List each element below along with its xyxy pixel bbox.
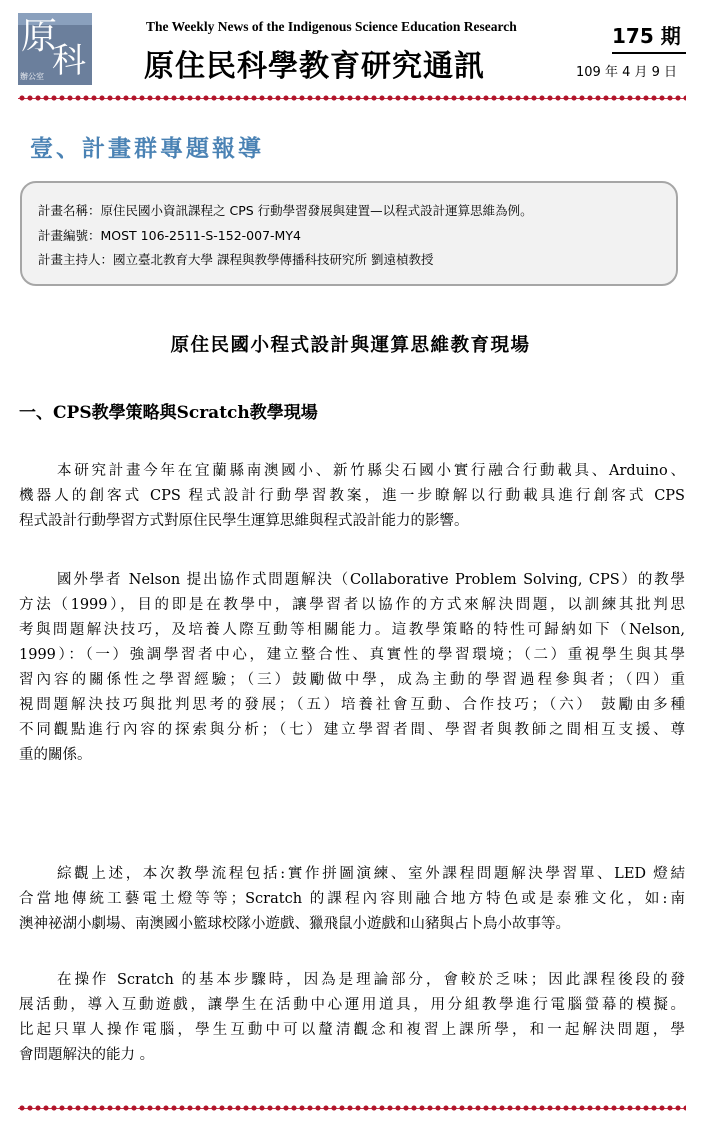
paragraph-4 (19, 968, 685, 1068)
project-info-box (20, 181, 678, 286)
paragraph-line: 在操作 Scratch 的基本步驟時，因為是理論部分，會較於乏味；因此課程後段的發 (57, 972, 685, 988)
logo-office-label: 辦公室 (20, 72, 44, 81)
article-title: 原住民國小程式設計與運算思維教育現場 (170, 335, 531, 356)
issue-number: 175 期 (612, 20, 686, 54)
logo-char-ke: 科 (52, 41, 86, 81)
paragraph-line: 國外學者 Nelson 提出協作式問題解決（Collaborative Problem Solving, CPS）的教學 (57, 572, 685, 588)
decorative-border-bottom (18, 1104, 686, 1112)
paragraph-line: 1999）：（一）強調學習者中心，建立整合性、真實性的學習環境；（二）重視學生與其學 (19, 647, 685, 663)
project-name: 計畫名稱：原住民國小資訊課程之 CPS 行動學習發展與建置—以程式設計運算思維為例。 (38, 203, 533, 218)
paragraph-line: 澳神祕湖小劇場、南澳國小籃球校隊小遊戲、獵飛鼠小遊戲和山豬與占卜鳥小故事等。 (19, 916, 570, 932)
newsletter-logo (18, 13, 92, 85)
paragraph-line: 比起只單人操作電腦，學生互動中可以釐清觀念和複習上課所學，和一起解決問題，學 (19, 1022, 685, 1038)
project-number: 計畫編號：MOST 106-2511-S-152-007-MY4 (38, 228, 301, 243)
english-title: The Weekly News of the Indigenous Science Education Research (146, 19, 517, 34)
issue-date: 109 年 4 月 9 日 (576, 65, 678, 80)
paragraph-2 (19, 568, 685, 768)
paragraph-line: 合當地傳統工藝電土燈等等；Scratch 的課程內容則融合地方特色或是泰雅文化，如:南 (19, 891, 685, 907)
paragraph-1 (19, 459, 685, 534)
project-host: 計畫主持人：國立臺北教育大學 課程與教學傳播科技研究所 劉遠楨教授 (38, 252, 434, 267)
logo-char-yuan: 原 (21, 16, 58, 57)
section-heading: 壹、計畫群專題報導 (30, 135, 264, 162)
decorative-border-top (18, 94, 686, 102)
paragraph-3 (19, 862, 685, 937)
chinese-title: 原住民科學教育研究通訊 (144, 49, 485, 84)
paragraph-line: 視問題解決技巧與批判思考的發展；（五）培養社會互動、合作技巧；（六） 鼓勵由多種 (19, 697, 685, 713)
paragraph-line: 機器人的創客式 CPS 程式設計行動學習教案，進一步瞭解以行動載具進行創客式 CPS (19, 488, 685, 504)
paragraph-line: 展活動，導入互動遊戲，讓學生在活動中心運用道具，用分組教學進行電腦螢幕的模擬。 (19, 997, 685, 1013)
paragraph-line: 本研究計畫今年在宜蘭縣南澳國小、新竹縣尖石國小實行融合行動載具、Arduino、 (57, 463, 685, 479)
paragraph-line: 不同觀點進行內容的探索與分析；（七）建立學習者間、學習者與教師之間相互支援、尊 (19, 722, 685, 738)
paragraph-line: 會問題解決的能力 。 (19, 1047, 155, 1063)
paragraph-line: 方法（1999），目的即是在教學中，讓學習者以協作的方式來解決問題，以訓練其批判思 (19, 597, 685, 613)
paragraph-line: 程式設計行動學習方式對原住民學生運算思維與程式設計能力的影響。 (19, 513, 469, 529)
paragraph-line: 習內容的關係性之學習經驗；（三）鼓勵做中學，成為主動的學習過程參與者；（四）重 (19, 672, 685, 688)
paragraph-line: 綜觀上述，本次教學流程包括:實作拼圖演練、室外課程問題解決學習單、LED 燈結 (57, 866, 685, 882)
paragraph-line: 考與問題解決技巧，及培養人際互動等相關能力。這教學策略的特性可歸納如下（Nelson, (19, 622, 685, 638)
paragraph-line: 重的關係。 (19, 747, 92, 763)
article-subheading: 一、CPS教學策略與Scratch教學現場 (19, 403, 318, 423)
